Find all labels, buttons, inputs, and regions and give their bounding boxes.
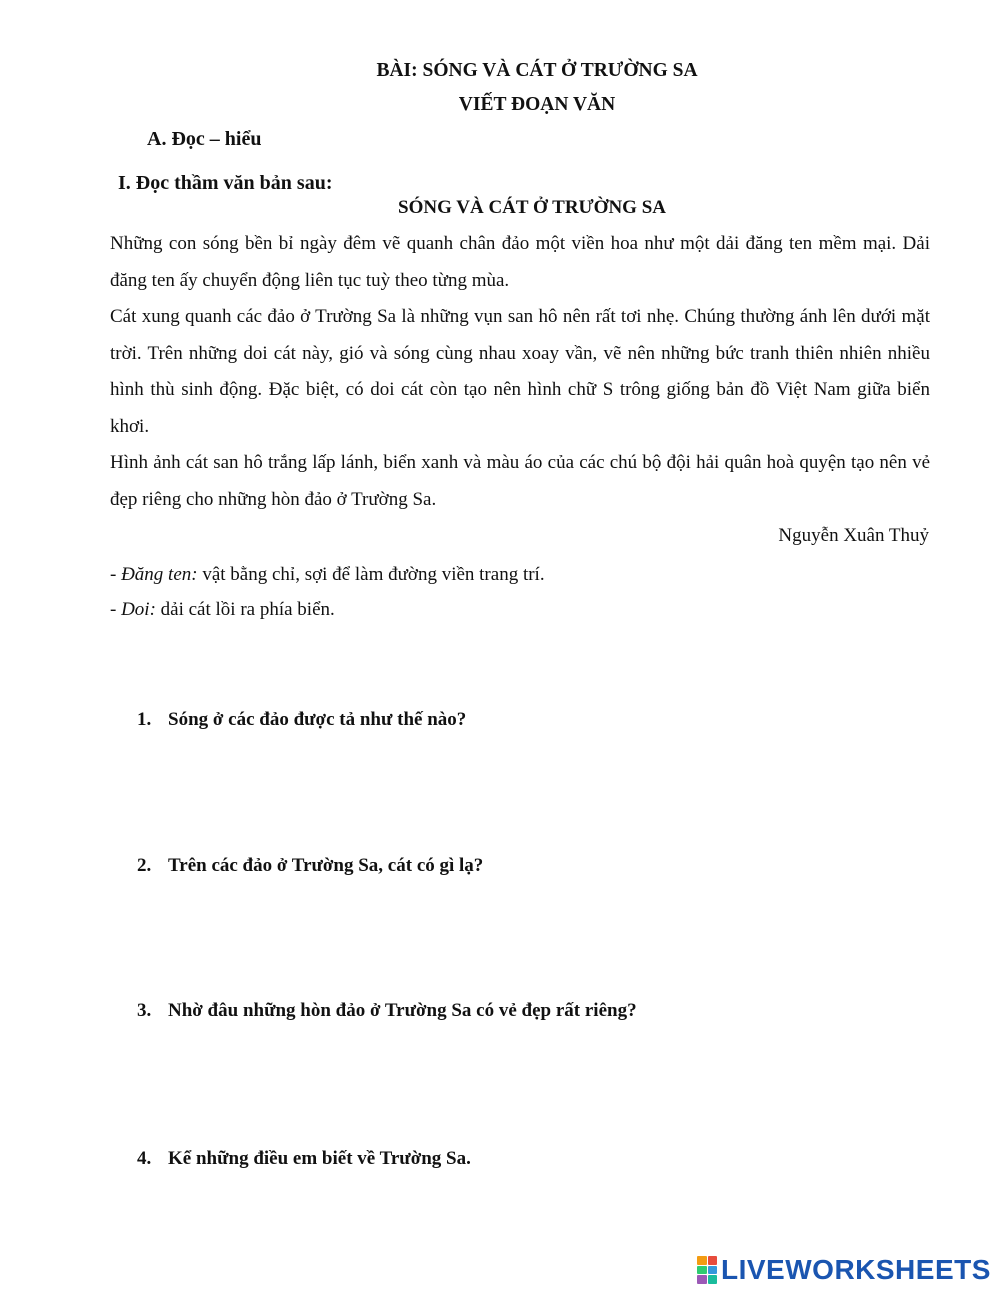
question-text: Nhờ đâu những hòn đảo ở Trường Sa có vẻ đẹp rất riêng? (168, 1000, 637, 1021)
story-author: Nguyễn Xuân Thuỷ (778, 525, 929, 546)
question-number: 1. (137, 709, 152, 730)
worksheet-title: BÀI: SÓNG VÀ CÁT Ở TRƯỜNG SA (376, 60, 698, 81)
question-text: Trên các đảo ở Trường Sa, cát có gì lạ? (168, 855, 484, 876)
section-a-heading: A. Đọc – hiểu (147, 128, 262, 150)
story-paragraph: Những con sóng bền bỉ ngày đêm vẽ quanh chân đảo một viền hoa như một dải đăng ten mềm mại. Dải đăng ten ấy chuyển động liên tục tuỳ theo từng mùa. (110, 233, 930, 291)
story-paragraph: Hình ảnh cát san hô trắng lấp lánh, biển xanh và màu áo của các chú bộ đội hải quân hoà quyện tạo nên vẻ đẹp riêng cho những hòn đảo ở Trường Sa. (110, 452, 930, 510)
glossary-definition: dải cát lồi ra phía biển. (155, 599, 335, 620)
liveworksheets-logo (697, 1253, 991, 1287)
glossary-definition: vật bằng chỉ, sợi để làm đường viền trang trí. (197, 564, 545, 585)
glossary-prefix: - (110, 564, 122, 585)
section-i-heading: I. Đọc thầm văn bản sau: (118, 172, 333, 194)
story-title: SÓNG VÀ CÁT Ở TRƯỜNG SA (398, 197, 666, 218)
story-body (110, 226, 930, 518)
question-item (137, 1000, 637, 1022)
question-text: Sóng ở các đảo được tả như thế nào? (168, 709, 467, 730)
question-item (137, 855, 483, 877)
liveworksheets-logo-text: LIVEWORKSHEETS (721, 1254, 991, 1285)
question-text: Kể những điều em biết về Trường Sa. (168, 1148, 471, 1169)
question-number: 4. (137, 1148, 152, 1169)
glossary-term: Đăng ten: (121, 564, 198, 585)
glossary-prefix: - (110, 599, 122, 620)
glossary-term: Doi: (121, 599, 156, 620)
question-item (137, 1148, 471, 1170)
question-number: 2. (137, 855, 152, 876)
glossary-item (110, 599, 335, 621)
question-number: 3. (137, 1000, 152, 1021)
worksheet-subtitle: VIẾT ĐOẠN VĂN (458, 94, 616, 115)
glossary-item (110, 564, 545, 586)
question-item (137, 709, 466, 731)
liveworksheets-logo-icon (697, 1256, 717, 1284)
story-paragraph: Cát xung quanh các đảo ở Trường Sa là những vụn san hô nên rất tơi nhẹ. Chúng thường ánh lên dưới mặt trời. Trên những doi cát này, gió và sóng cùng nhau xoay vần, vẽ nên những bức tranh thiên nhiên nhiều hình thù sinh động. Đặc biệt, có doi cát còn tạo nên hình chữ S trông giống bản đồ Việt Nam giữa biển khơi. (110, 306, 930, 437)
